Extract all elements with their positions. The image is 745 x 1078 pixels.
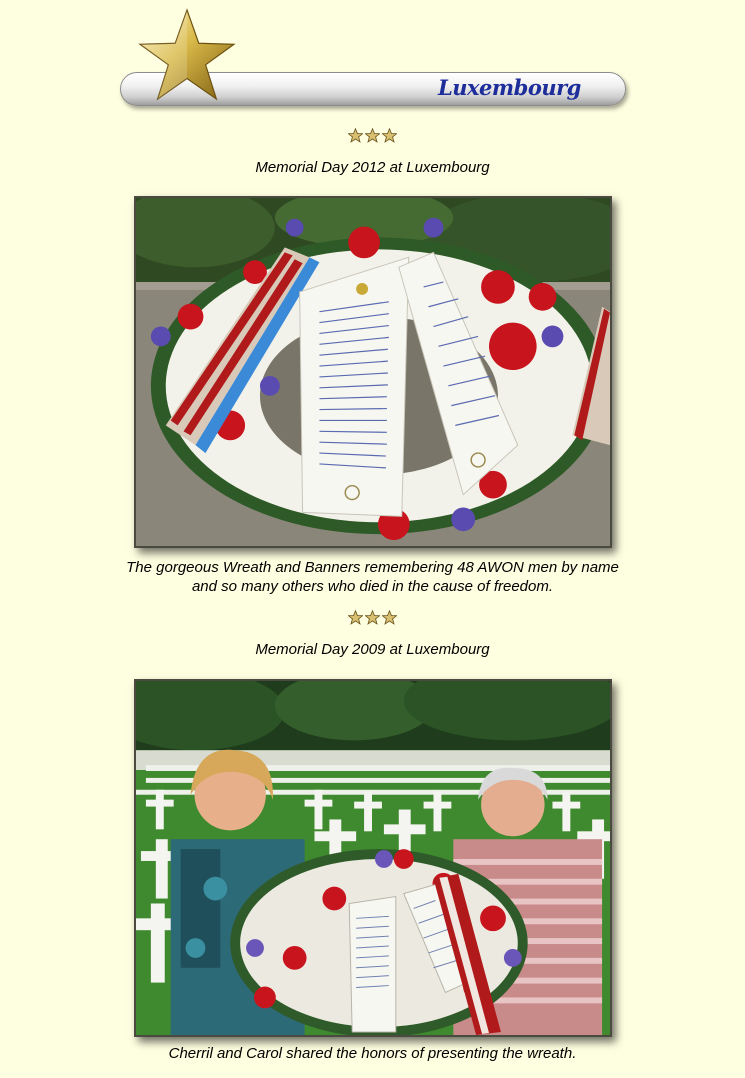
star-separator bbox=[0, 128, 745, 146]
gold-star-icon bbox=[138, 8, 236, 102]
photo-caption-cemetery bbox=[0, 1044, 745, 1063]
caption-line: Cherril and Carol shared the honors of presenting the wreath. bbox=[168, 1045, 577, 1062]
wreath-photo bbox=[134, 196, 612, 548]
star-separator bbox=[0, 610, 745, 628]
small-star-icon bbox=[348, 610, 363, 625]
section-heading-2009: Memorial Day 2009 at Luxembourg bbox=[255, 641, 490, 658]
small-star-icon bbox=[348, 128, 363, 143]
page-title: Luxembourg bbox=[438, 75, 581, 100]
cemetery-photo bbox=[134, 679, 612, 1037]
small-star-icon bbox=[365, 610, 380, 625]
photo-caption-wreath bbox=[0, 558, 745, 596]
section-heading-2012: Memorial Day 2012 at Luxembourg bbox=[255, 159, 490, 176]
small-star-icon bbox=[382, 128, 397, 143]
small-star-icon bbox=[365, 128, 380, 143]
caption-line: and so many others who died in the cause of freedom. bbox=[191, 578, 554, 595]
caption-line: The gorgeous Wreath and Banners remembering 48 AWON men by name bbox=[126, 559, 619, 576]
small-star-icon bbox=[382, 610, 397, 625]
